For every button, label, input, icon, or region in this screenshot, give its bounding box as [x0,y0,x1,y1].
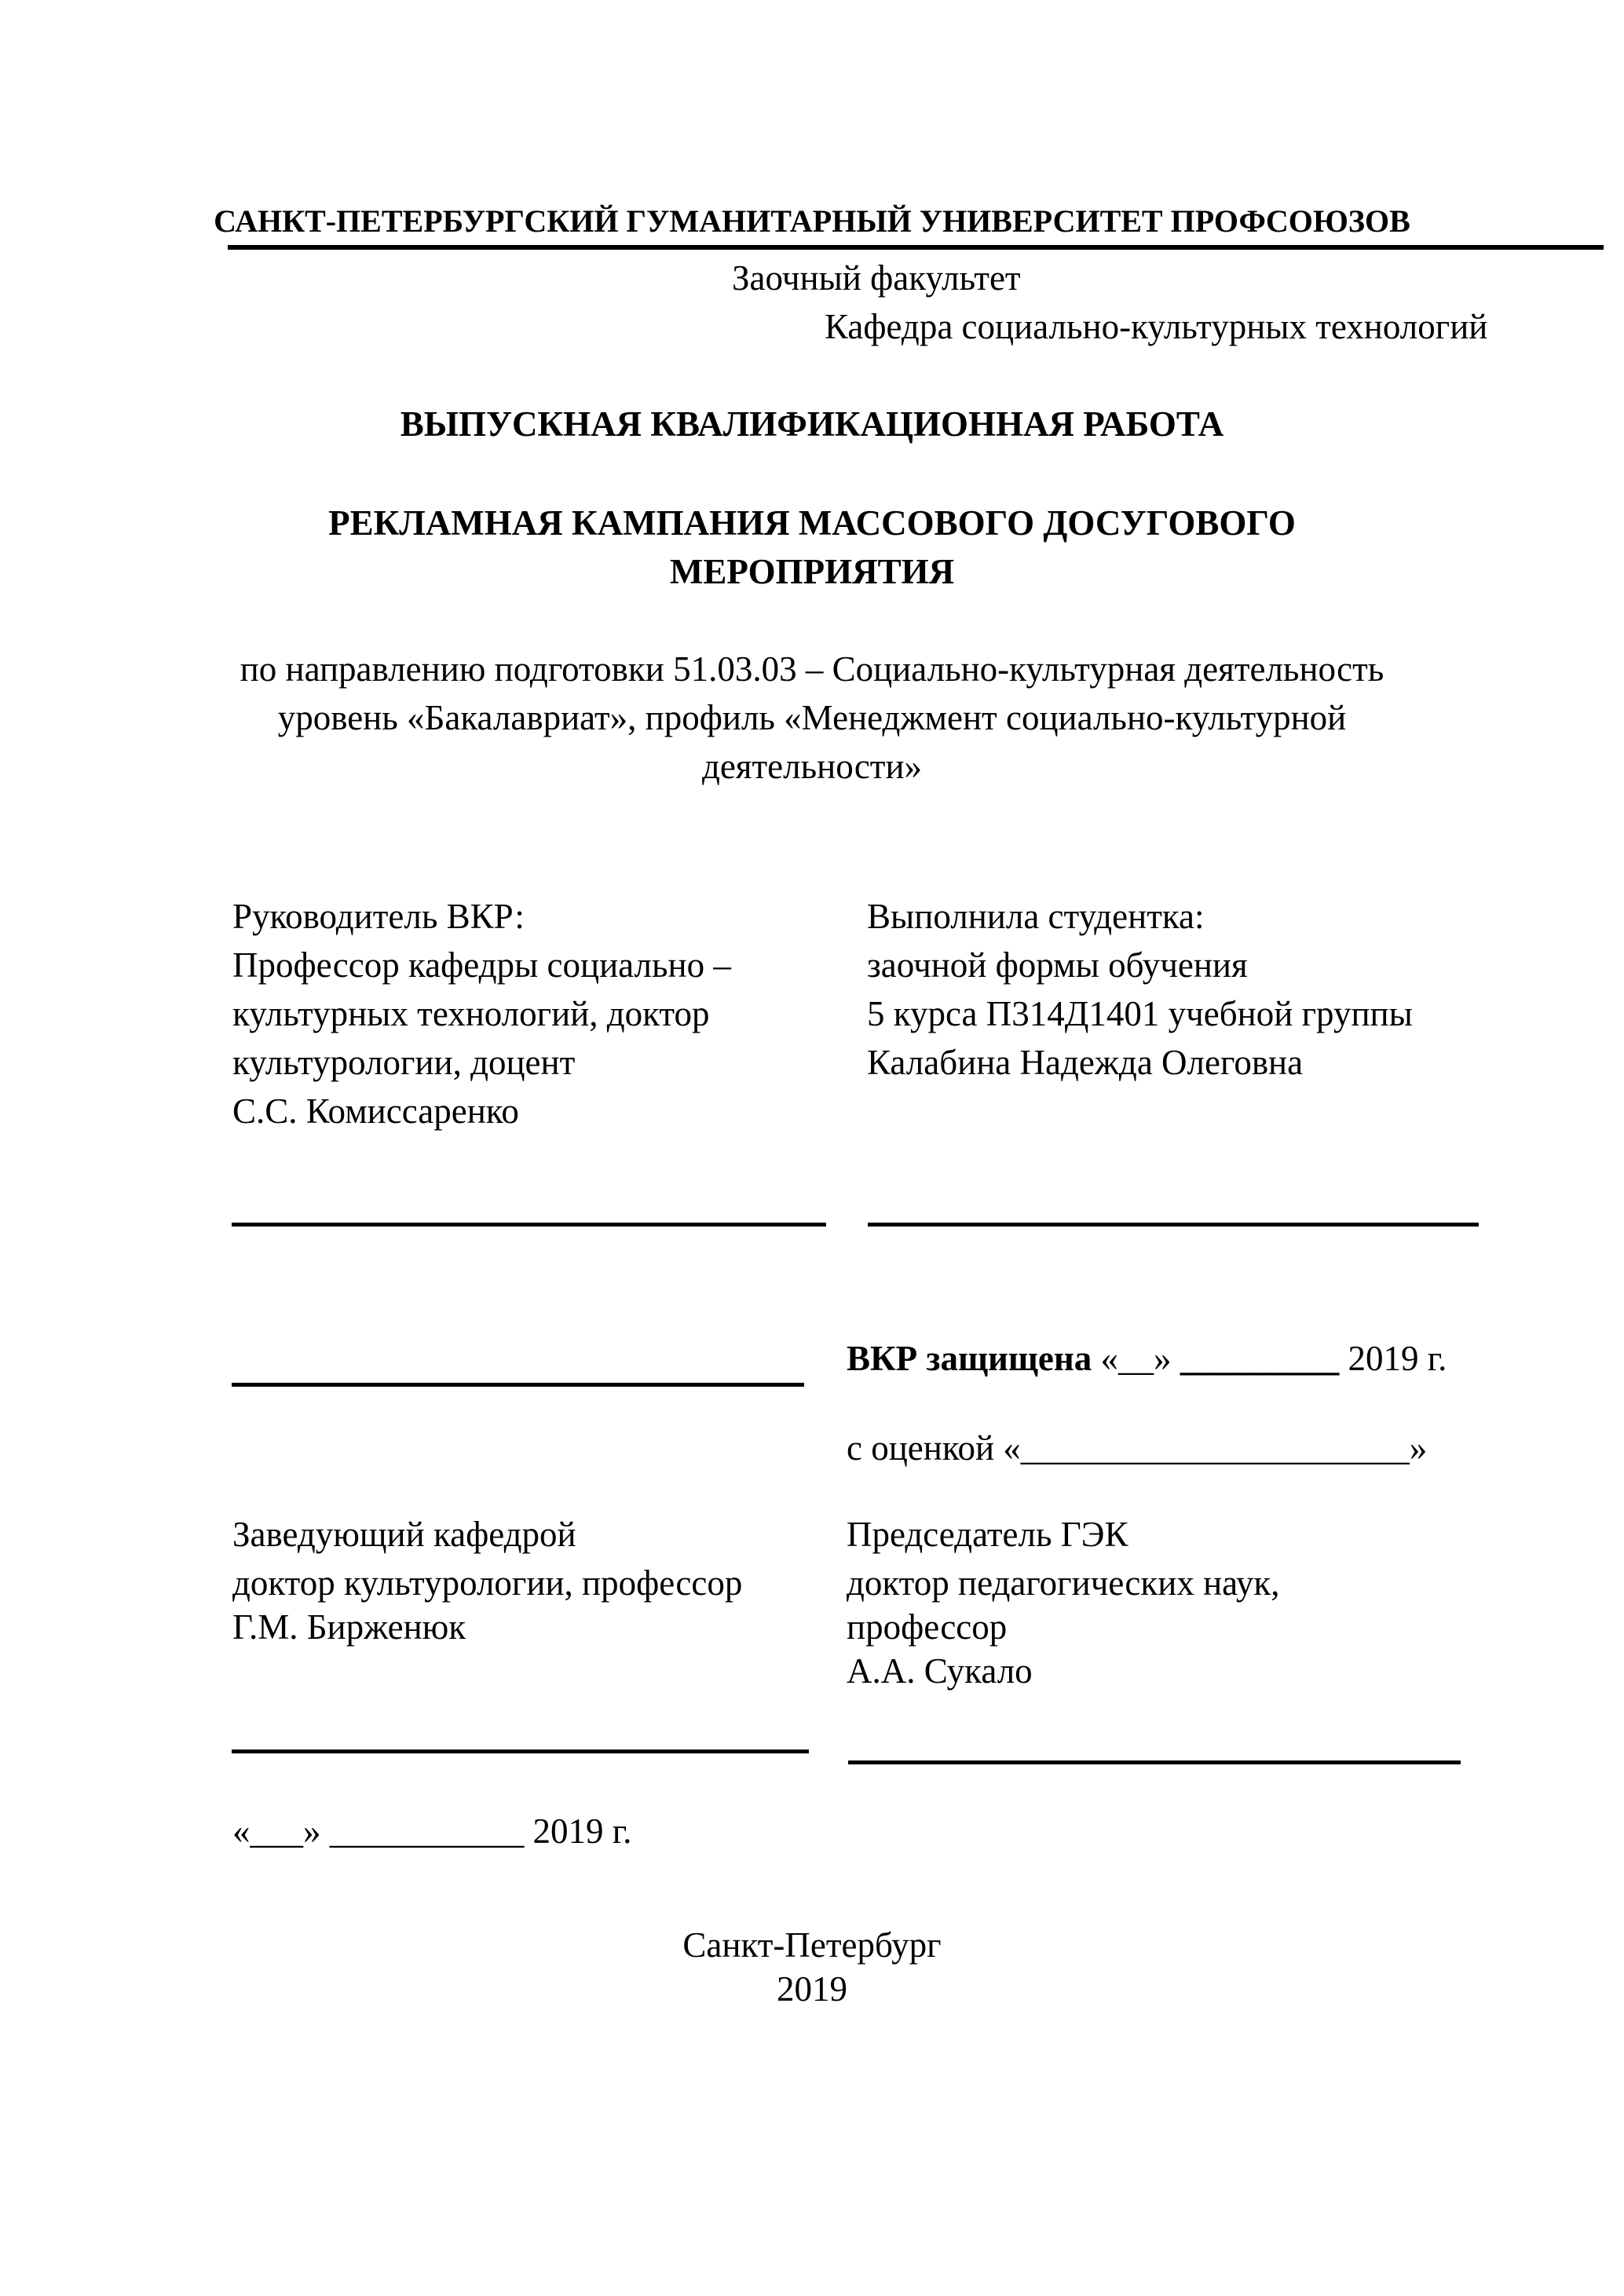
head-name: Г.М. Бирженюк [232,1607,466,1647]
defense-month-blank[interactable]: _________ [1180,1339,1340,1378]
grade-prefix: с оценкой « [847,1428,1021,1468]
work-type-title: ВЫПУСКНАЯ КВАЛИФИКАЦИОННАЯ РАБОТА [400,404,1224,444]
grade-suffix: » [1409,1428,1428,1468]
supervisor-line: Профессор кафедры социально – [232,945,731,985]
head-line: доктор культурологии, профессор [232,1563,743,1603]
direction-line1: по направлению подготовки 51.03.03 – Социально-культурная деятельность [240,649,1384,689]
defense-statement [847,1341,1447,1377]
student-name: Калабина Надежда Олеговна [867,1043,1304,1082]
supervisor-line: культурных технологий, доктор [232,994,710,1033]
footer-city: Санкт-Петербург [682,1925,942,1965]
topic-title-line1: РЕКЛАМНАЯ КАМПАНИЯ МАССОВОГО ДОСУГОВОГО [328,503,1296,543]
defense-year: 2019 г. [1348,1339,1447,1378]
supervisor-label: Руководитель ВКР: [232,897,525,936]
chair-label: Председатель ГЭК [847,1515,1128,1554]
student-line: 5 курса П314Д1401 учебной группы [867,994,1413,1033]
faculty-name: Заочный факультет [732,258,1021,298]
chair-line: доктор педагогических наук, [847,1563,1280,1603]
grade-blank[interactable]: ______________________ [1020,1428,1410,1468]
head-label: Заведующий кафедрой [232,1515,576,1554]
footer-year: 2019 [777,1969,847,2009]
student-label: Выполнила студентка: [867,897,1205,936]
defense-day-blank[interactable]: «__» [1100,1339,1172,1378]
topic-title-line2: МЕРОПРИЯТИЯ [669,552,955,591]
chair-line: профессор [847,1607,1008,1647]
supervisor-name: С.С. Комиссаренко [232,1091,519,1131]
student-line: заочной формы обучения [867,945,1248,985]
direction-line3: деятельности» [701,747,923,786]
department-name: Кафедра социально-культурных технологий [825,307,1488,346]
supervisor-line: культурологии, доцент [232,1043,576,1082]
chair-name: А.А. Сукало [847,1651,1033,1691]
supervisor-signature-line[interactable] [232,1223,826,1227]
defense-label: ВКР защищена [847,1339,1092,1378]
defense-blank-line[interactable] [232,1383,804,1387]
head-signature-line[interactable] [232,1749,809,1753]
header-rule [228,245,1604,250]
direction-line2: уровень «Бакалавриат», профиль «Менеджмент социально-культурной [277,698,1347,737]
university-name: САНКТ-ПЕТЕРБУРГСКИЙ ГУМАНИТАРНЫЙ УНИВЕРСИТЕТ ПРОФСОЮЗОВ [214,203,1410,239]
defense-grade [847,1428,1428,1468]
student-signature-line[interactable] [868,1223,1479,1227]
head-date[interactable]: «___» ___________ 2019 г. [232,1812,632,1851]
chair-signature-line[interactable] [848,1760,1461,1764]
